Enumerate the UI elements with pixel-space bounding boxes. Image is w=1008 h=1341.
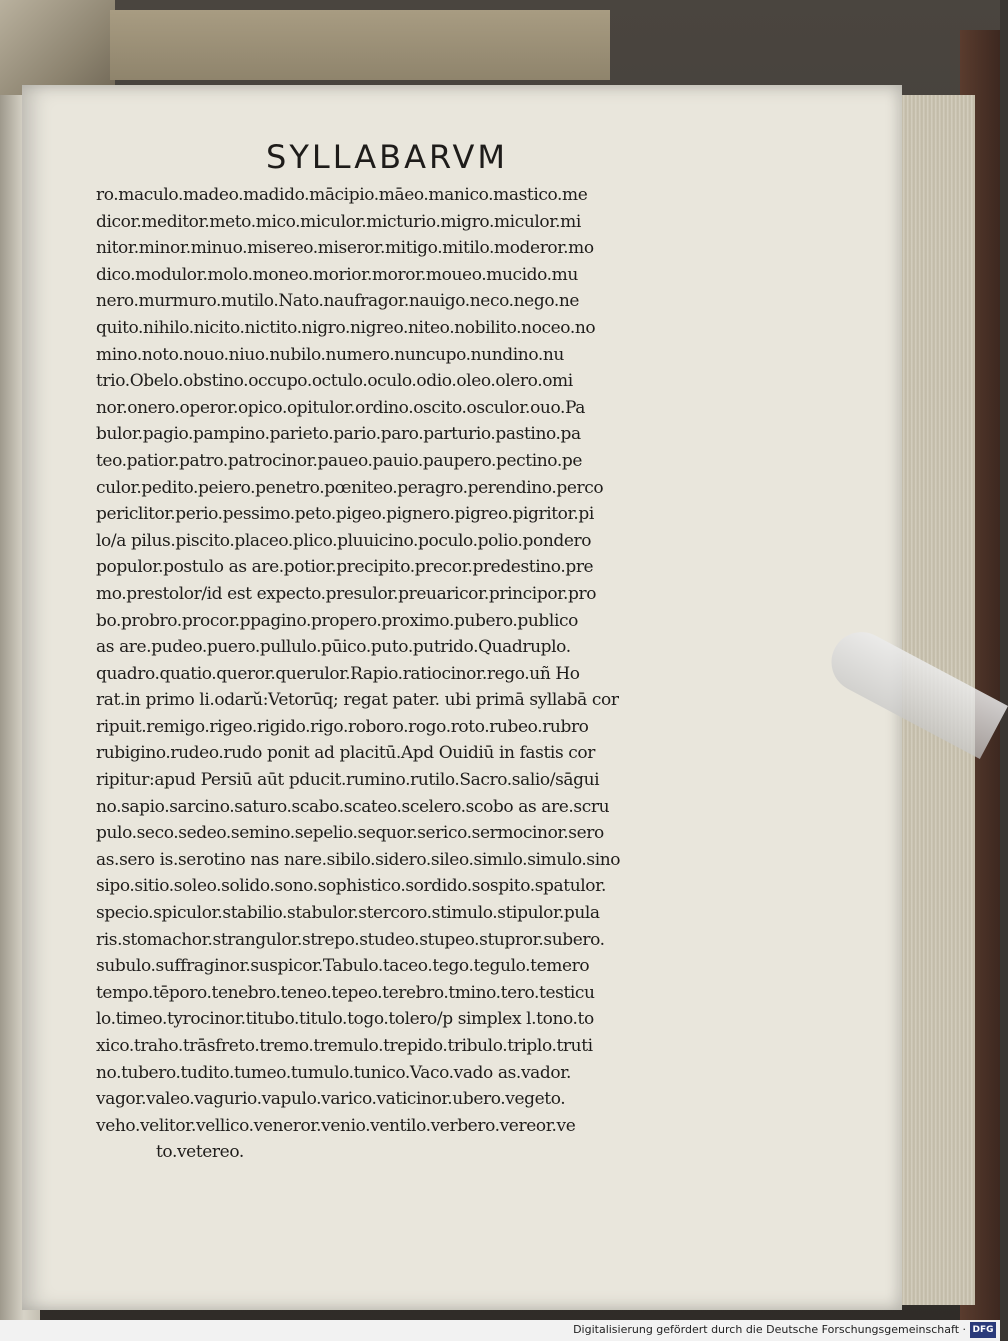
text-line: as.sero is.serotino nas nare.sibilo.sidero.sileo.simılo.simulo.sino (96, 849, 621, 870)
text-line: nor.onero.operor.opico.opitulor.ordino.oscito.osculor.ouo.Pa (96, 397, 585, 418)
text-line: periclitor.perio.pessimo.peto.pigeo.pignero.pigreo.pigritor.pi (96, 504, 594, 525)
text-line: vagor.valeo.vagurio.vapulo.varico.vaticinor.ubero.vegeto. (96, 1089, 566, 1110)
text-line: bulor.pagio.pampino.parieto.pario.paro.parturio.pastino.pa (96, 424, 581, 445)
text-line: ris.stomachor.strangulor.strepo.studeo.stupeo.stupror.subero. (96, 929, 605, 950)
dfg-logo: DFG (970, 1322, 996, 1338)
text-line: specio.spiculor.stabilio.stabulor.stercoro.stimulo.stipulor.pula (96, 903, 600, 924)
digitization-credit: Digitalisierung gefördert durch die Deutsche Forschungsgemeinschaft · (573, 1323, 966, 1336)
text-line: nitor.minor.minuo.misereo.miseror.mitigo.mitilo.moderor.mo (96, 238, 594, 259)
text-line: ripitur:apud Persiū aūt pducit.rumino.rutilo.Sacro.salio/sāgui (96, 770, 600, 791)
text-line: quadro.quatio.queror.querulor.Rapio.ratiocinor.rego.uñ Ho (96, 663, 580, 684)
text-line: to.vetereo. (156, 1142, 244, 1163)
text-line: no.tubero.tudito.tumeo.tumulo.tunico.Vaco.vado as.vador. (96, 1062, 572, 1083)
text-line: lo.timeo.tyrocinor.titubo.titulo.togo.tolero/p simplex l.tono.to (96, 1009, 594, 1030)
text-line: ro.maculo.madeo.madido.mācipio.māeo.manico.mastico.me (96, 185, 588, 205)
text-line: populor.postulo as are.potior.precipito.precor.predestino.pre (96, 557, 594, 578)
text-line: trio.Obelo.obstino.occupo.octulo.oculo.odio.oleo.olero.omi (96, 371, 573, 392)
text-line: quito.nihilo.nicito.nictito.nigro.nigreo.niteo.nobilito.noceo.no (96, 317, 596, 338)
text-line: lo/a pilus.piscito.placeo.plico.pluuicino.poculo.polio.pondero (96, 530, 592, 551)
footer-bar (0, 1320, 1000, 1341)
text-line: mo.prestolor/id est expecto.presulor.preuaricor.principor.pro (96, 583, 597, 604)
text-line: pulo.seco.sedeo.semino.sepelio.sequor.serico.sermocinor.sero (96, 823, 604, 844)
text-block (96, 182, 696, 1163)
text-line: ripuit.remigo.rigeo.rigido.rigo.roboro.rogo.roto.rubeo.rubro (96, 716, 589, 737)
text-line: culor.pedito.peiero.penetro.pœniteo.peragro.perendino.perco (96, 477, 604, 498)
text-line: bo.probro.procor.ppagino.propero.proximo.pubero.publico (96, 610, 578, 631)
text-line: mino.noto.nouo.niuo.nubilo.numero.nuncupo.nundino.nu (96, 344, 564, 365)
text-line: dicor.meditor.meto.mico.miculor.micturio.migro.miculor.mi (96, 211, 581, 232)
text-line: as are.pudeo.puero.pullulo.pūico.puto.putrido.Quadruplo. (96, 637, 571, 658)
text-line: sipo.sitio.soleo.solido.sono.sophistico.sordido.sospito.spatulor. (96, 876, 606, 897)
text-line: xico.traho.trāsfreto.tremo.tremulo.trepido.tribulo.triplo.truti (96, 1036, 593, 1056)
text-line: tempo.tēporo.tenebro.teneo.tepeo.terebro.tmino.tero.testicu (96, 982, 595, 1003)
text-line: subulo.suffraginor.suspicor.Tabulo.taceo.tego.tegulo.temero (96, 956, 590, 977)
text-line: nero.murmuro.mutilo.Nato.naufragor.nauigo.neco.nego.ne (96, 291, 580, 312)
binding-strip (110, 10, 610, 80)
running-heading: SYLLABARVM (266, 138, 508, 176)
text-line: veho.velitor.vellico.veneror.venio.ventilo.verbero.vereor.ve (96, 1115, 576, 1136)
text-line: no.sapio.sarcino.saturo.scabo.scateo.scelero.scobo as are.scru (96, 796, 610, 817)
text-line: rubigino.rudeo.rudo ponit ad placitū.Apd Ouidiū in fastis cor (96, 743, 595, 764)
text-line: rat.in primo li.odarŭ:Vetorūq; regat pater. ubi primā syllabā cor (96, 690, 619, 711)
text-line: teo.patior.patro.patrocinor.paueo.pauio.paupero.pectino.pe (96, 450, 582, 471)
text-line: dico.modulor.molo.moneo.morior.moror.moueo.mucido.mu (96, 264, 578, 285)
